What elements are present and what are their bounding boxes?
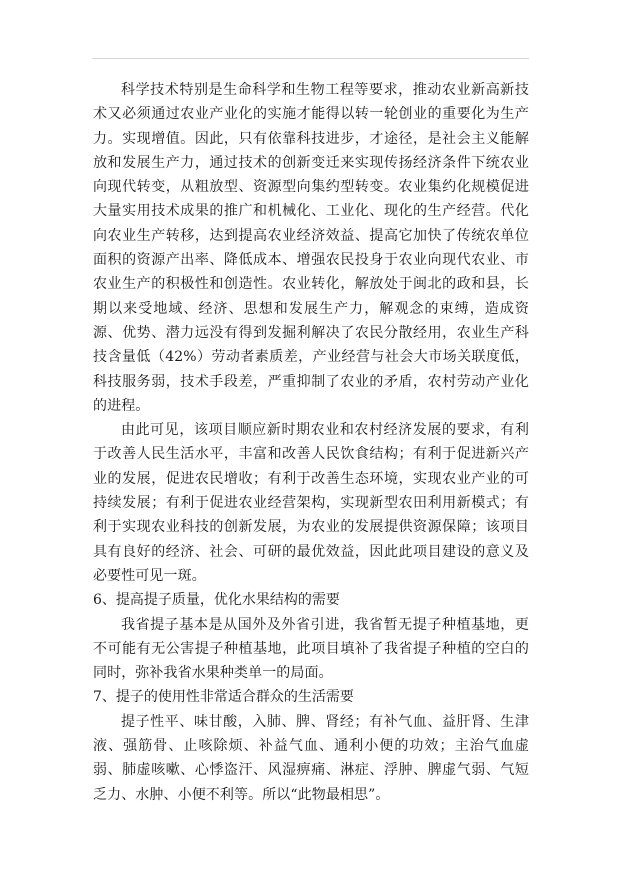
document-body	[93, 78, 529, 807]
header-rule	[92, 58, 529, 59]
paragraph-conclusion: 由此可见，该项目顺应新时期农业和农村经济发展的要求，有利于改善人民生活水平，丰富和改善人民饮食结构；有利于促进新兴产业的发展，促进农民增收；有利于改善生态环境，实现农业产业的可持续发展；有利于促进农业经营架构，实现新型农田利用新模式；有利于实现农业科技的创新发展，为农业的发展提供资源保障；该项目具有良好的经济、社会、可研的最优效益，因此此项目建设的意义及必要性可见一斑。	[93, 422, 529, 584]
paragraph-grape-usage: 提子性平、味甘酸，入肺、脾、肾经；有补气血、益肝肾、生津液、强筋骨、止咳除烦、补益气血、通利小便的功效；主治气血虚弱、肺虚咳嗽、心悸盗汗、风湿痹痛、淋症、浮肿、脾虚气弱、气短乏力、水肿、小便不利等。所以“此物最相思”。	[93, 713, 529, 803]
paragraph-technology: 科学技术特别是生命科学和生物工程等要求，推动农业新高新技术又必须通过农业产业化的实施才能得以转一轮创业的重要化为生产力。实现增值。因此，只有依靠科技进步，才途径，是社会主义能解放和发展生产力，通过技术的创新变迁来实现传扬经济条件下统农业向现代转变，从粗放型、资源型向集约型转变。农业集约化规模促进大量实用技术成果的推广和机械化、工业化、现化的生产经营。代化向农业生产转移，达到提高农业经济效益、提高它加快了传统农单位面积的资源产出率、降低成本、增强农民投身于农业向现代农业、市农业生产的积极性和创造性。农业转化，解放处于闽北的政和县，长期以来受地域、经济、思想和发展生产力，解观念的束缚，造成资源、优势、潜力远没有得到发掘利解决了农民分散经用，农业生产科技含量低（42%）劳动者素质差，产业经营与社会大市场关联度低，科技服务弱，技术手段差，严重抑制了农业的矛盾，农村劳动产业化的进程。	[93, 82, 529, 414]
section-heading-7: 7、提子的使用性非常适合群众的生活需要	[93, 689, 354, 706]
paragraph-grape-quality: 我省提子基本是从国外及外省引进，我省暂无提子种植基地，更不可能有无公害提子种植基地，此项目填补了我省提子种植的空白的同时，弥补我省水果种类单一的局面。	[93, 616, 529, 682]
section-heading-6: 6、提高提子质量，优化水果结构的需要	[93, 592, 340, 609]
